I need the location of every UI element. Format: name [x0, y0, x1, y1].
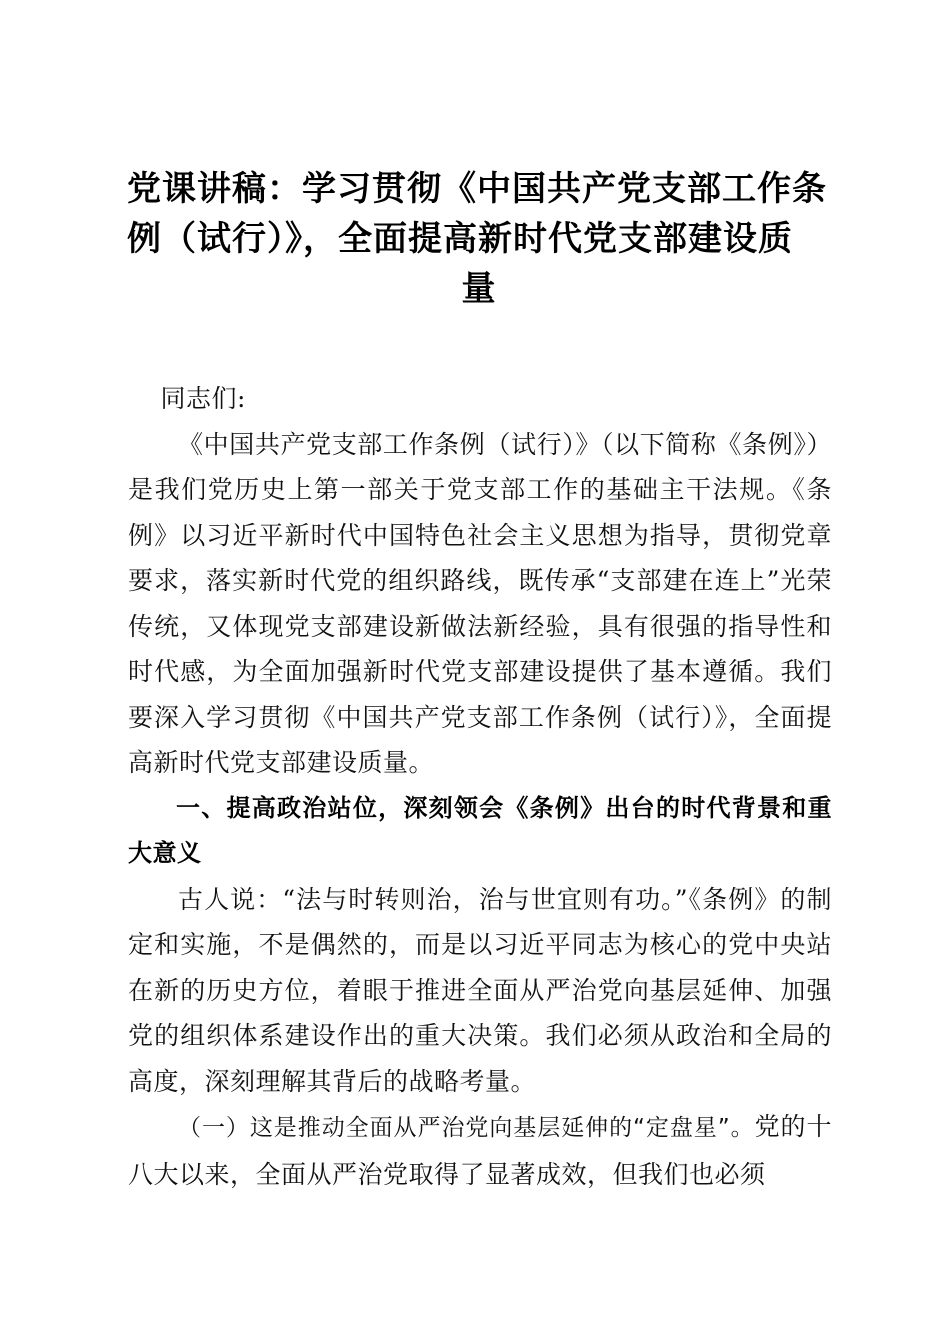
- section-paragraph: 古人说：“法与时转则治，治与世宜则有功。”《条例》的制定和实施，不是偶然的，而是以习近平同志为核心的党中央站在新的历史方位，着眼于推进全面从严治党向基层延伸、加强党的组织体系建设作出的重大决策。我们必须从政治和全局的高度，深刻理解其背后的战略考量。: [128, 884, 832, 1096]
- subsection-lead: （一）这是推动全面从严治党向基层延伸的“定盘星”。: [178, 1115, 755, 1141]
- document-title: [127, 164, 831, 314]
- title-line-2: 量: [461, 269, 497, 309]
- section-heading: 一、提高政治站位，深刻领会《条例》出台的时代背景和重大意义: [128, 793, 832, 867]
- subsection-text: 党的十八大以来，全面从严治党取得了显著成效，但我们也必须: [128, 1112, 832, 1189]
- title-line-1: 党课讲稿：学习贯彻《中国共产党支部工作条例（试行）》，全面提高新时代党支部建设质: [127, 169, 827, 259]
- document-body: [128, 376, 832, 1197]
- greeting: 同志们:: [160, 384, 246, 413]
- subsection-paragraph: [128, 1104, 832, 1197]
- intro-paragraph: 《中国共产党支部工作条例（试行）》（以下简称《条例》）是我们党历史上第一部关于党支部工作的基础主干法规。《条例》以习近平新时代中国特色社会主义思想为指导，贯彻党章要求，落实新时代党的组织路线，既传承“支部建在连上”光荣传统，又体现党支部建设新做法新经验，具有很强的指导性和时代感，为全面加强新时代党支部建设提供了基本遵循。我们要深入学习贯彻《中国共产党支部工作条例（试行）》，全面提高新时代党支部建设质量。: [128, 429, 832, 777]
